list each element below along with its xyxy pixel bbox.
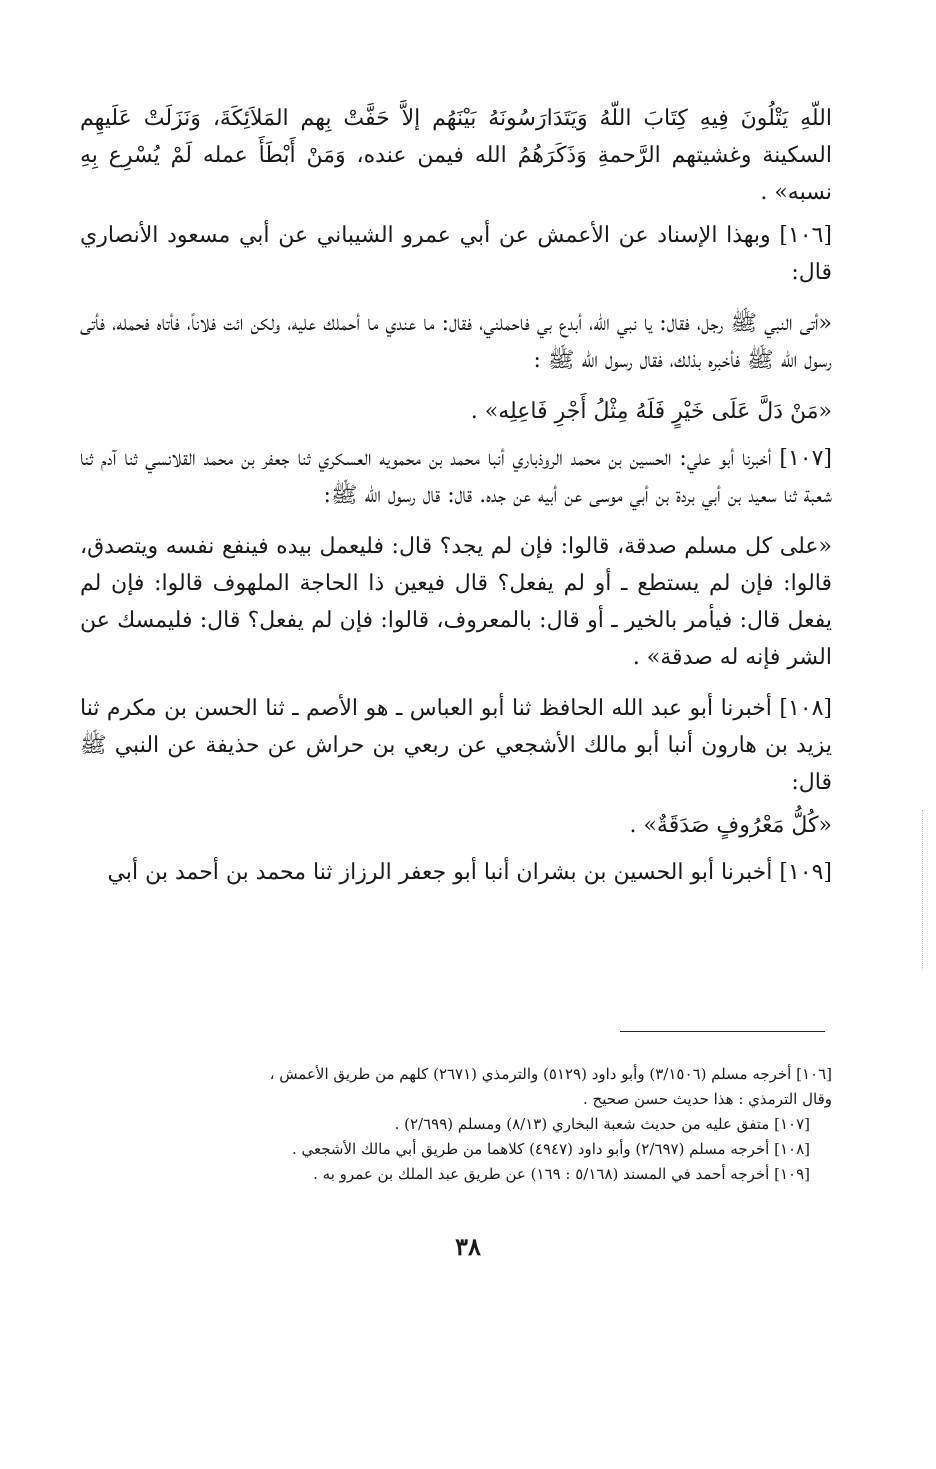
- hadith-106-chain: [١٠٦] وبهذا الإسناد عن الأعمش عن أبي عمرو الشيباني عن أبي مسعود الأنصاري قال:: [80, 223, 832, 285]
- hadith-107-chain: [١٠٧] أخبرنا أبو علي: الحسين بن محمد الروذباري أنبا محمد بن محمويه العسكري ثنا جعفر بن محمد القلانسي ثنا آدم ثنا شعبة ثنا سعيد بن أبي بردة بن أبي موسى عن أبيه عن جده. قال: قال رسول الله ﷺ:: [80, 446, 832, 508]
- footnote-108: [١٠٨] أخرجه مسلم (٢/٦٩٧) وأبو داود (٤٩٤٧) كلاهما من طريق أبي مالك الأشجعي .: [291, 1140, 810, 1158]
- hadith-109-chain: [١٠٩] أخبرنا أبو الحسين بن بشران أنبا أبو جعفر الرزاز ثنا محمد بن أحمد بن أبي: [107, 860, 832, 885]
- hadith-108-chain: [١٠٨] أخبرنا أبو عبد الله الحافظ ثنا أبو العباس ـ هو الأصم ـ ثنا الحسن بن مكرم ثنا يزيد بن هارون أنبا أبو مالك الأشجعي عن ربعي بن حراش عن حذيفة عن النبي ﷺ قال:: [80, 696, 832, 795]
- footnotes: [80, 1062, 832, 1187]
- footnote-106-continuation: وقال الترمذي : هذا حديث حسن صحيح .: [583, 1090, 832, 1108]
- hadith-106-saying: «مَنْ دَلَّ عَلَى خَيْرٍ فَلَهُ مِثْلُ أَجْرِ فَاعِلِه» .: [470, 399, 832, 424]
- page-number: ٣٨: [455, 1232, 481, 1261]
- hadith-107-text: «على كل مسلم صدقة، قالوا: فإن لم يجد؟ قال: فليعمل بيده فينفع نفسه ويتصدق، قالوا: فإن لم يستطع ـ أو لم يفعل؟ قال فيعين ذا الحاجة الملهوف قالوا: فإن لم يفعل قال: فيأمر بالخير ـ أو قال: بالمعروف، قالوا: فإن لم يفعل؟ قال: فليمسك عن الشر فإنه له صدقة» .: [80, 534, 832, 670]
- footnote-divider: [620, 1031, 825, 1032]
- paragraph-continuation: اللّهِ يَتْلُونَ فِيهِ كِتَابَ اللّهُ وَيَتَدَارَسُونَهُ بَيْنَهُم إلاَّ حَفَّتْ بِهم المَلاَئِكَةَ، وَنَزَلَتْ عَلَيهِم السكينة وغشيتهم الرَّحمةِ وَذَكَرَهُمُ الله فيمن عنده، وَمَنْ أَبْطَأَ عمله لَمْ يُسْرِع بِهِ نسبه» .: [80, 106, 832, 205]
- footnote-107: [١٠٧] متفق عليه من حديث شعبة البخاري (٨/١٣) ومسلم (٢/٦٩٩) .: [394, 1115, 810, 1133]
- footnote-106: [١٠٦] أخرجه مسلم (٣/١٥٠٦) وأبو داود (٥١٢٩) والترمذي (٢٦٧١) كلهم من طريق الأعمش ،: [269, 1065, 832, 1083]
- scan-edge-mark: [922, 810, 923, 970]
- hadith-108-text: «كُلُّ مَعْرُوفٍ صَدَقَةٌ» .: [629, 813, 832, 838]
- footnote-109: [١٠٩] أخرجه أحمد في المسند (٥/١٦٨ : ١٦٩) عن طريق عبد الملك بن عمرو به .: [313, 1165, 810, 1183]
- main-text: [80, 100, 832, 905]
- hadith-106-text: «أتى النبي ﷺ رجل، فقال: يا نبي الله، أبدع بي فاحملني، فقال: ما عندي ما أحملك عليه، ولكن ائت فلاناً، فأتاه فحمله، فأتى رسول الله ﷺ فأخبره بذلك، فقال رسول الله ﷺ :: [80, 311, 832, 373]
